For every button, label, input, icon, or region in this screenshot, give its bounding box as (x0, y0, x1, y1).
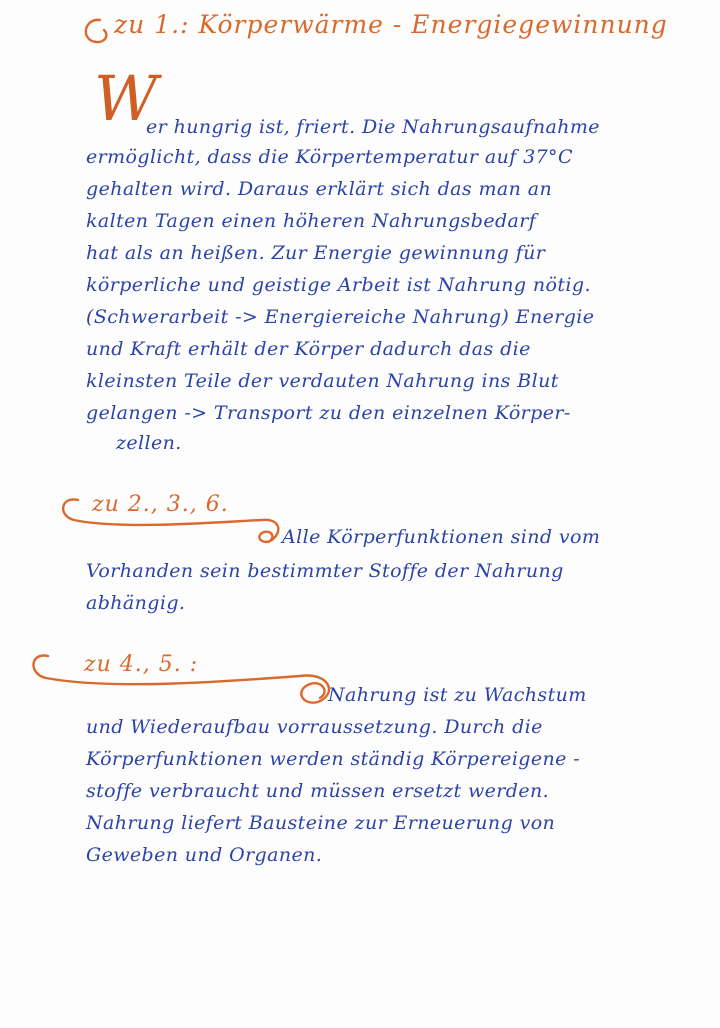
swirl-heading-1 (86, 20, 107, 42)
section3-line: Nahrung ist zu Wachstum (328, 684, 587, 706)
section1-line: ermöglicht, dass die Körpertemperatur auf 37°C (86, 146, 573, 168)
section2-line: Vorhanden sein bestimmter Stoffe der Nahrung (86, 560, 564, 582)
section1-line: kleinsten Teile der verdauten Nahrung ins Blut (86, 370, 559, 392)
section1-line: hat als an heißen. Zur Energie gewinnung für (86, 242, 546, 264)
section3-line: Körperfunktionen werden ständig Körpereigene - (86, 748, 581, 770)
section1-line: gehalten wird. Daraus erklärt sich das man an (86, 178, 553, 200)
heading-section-3: zu 4., 5. : (84, 652, 199, 677)
section3-line: stoffe verbraucht und müssen ersetzt werden. (86, 780, 550, 802)
section2-line: abhängig. (86, 592, 186, 614)
section1-line: zellen. (116, 432, 182, 454)
heading-section-2: zu 2., 3., 6. (92, 492, 229, 517)
section3-line: Nahrung liefert Bausteine zur Erneuerung von (86, 812, 556, 834)
section1-line: (Schwerarbeit -> Energiereiche Nahrung) Energie (86, 306, 595, 328)
section3-line: Geweben und Organen. (86, 844, 323, 866)
section2-line: Alle Körperfunktionen sind vom (282, 526, 601, 548)
section1-line: körperliche und geistige Arbeit ist Nahrung nötig. (86, 274, 591, 296)
section1-line: und Kraft erhält der Körper dadurch das die (86, 338, 531, 360)
section3-line: und Wiederaufbau vorraussetzung. Durch die (86, 716, 543, 738)
dropcap-letter: W (94, 62, 158, 135)
heading-section-1: zu 1.: Körperwärme - Energiegewinnung (114, 10, 668, 39)
section1-line: gelangen -> Transport zu den einzelnen Körper- (86, 402, 571, 424)
section1-line: er hungrig ist, friert. Die Nahrungsaufnahme (146, 116, 600, 138)
section1-line: kalten Tagen einen höheren Nahrungsbedarf (86, 210, 537, 232)
